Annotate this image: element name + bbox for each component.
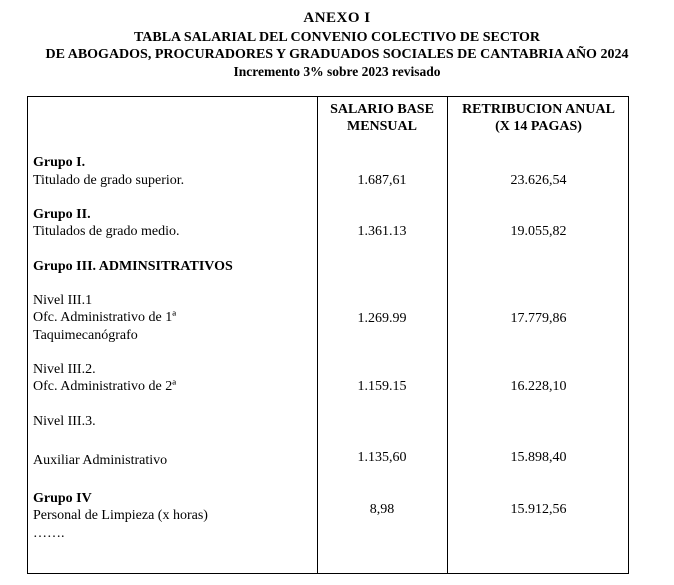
group-1-salario: 1.687,61 <box>357 173 407 188</box>
annex-title: ANEXO I <box>303 10 371 26</box>
level-3-1-desc1: Ofc. Administrativo de 1ª <box>33 310 177 325</box>
column-header-retribucion-line2: (X 14 PAGAS) <box>495 119 582 134</box>
column-header-salario <box>317 101 447 135</box>
document-title-line1: TABLA SALARIAL DEL CONVENIO COLECTIVO DE SECTOR <box>133 30 541 45</box>
group-2-salario: 1.361.13 <box>357 224 407 239</box>
level-3-1-anual: 17.779,86 <box>510 311 567 326</box>
group-2-desc: Titulados de grado medio. <box>33 224 180 239</box>
column-header-salario-line2: MENSUAL <box>346 119 417 134</box>
level-3-2-anual: 16.228,10 <box>510 379 567 394</box>
group-3-title: Grupo III. ADMINSITRATIVOS <box>33 259 233 274</box>
group-2-title: Grupo II. <box>33 207 91 222</box>
level-3-1-desc2: Taquimecanógrafo <box>33 328 138 343</box>
salary-table <box>27 96 629 574</box>
auxiliar-salario: 1.135,60 <box>357 450 407 465</box>
level-3-2-title: Nivel III.2. <box>33 362 96 377</box>
auxiliar-desc: Auxiliar Administrativo <box>33 453 168 468</box>
column-header-retribucion <box>447 101 630 135</box>
group-4-desc: Personal de Limpieza (x horas) <box>33 508 208 523</box>
ellipsis-text: ……. <box>33 526 65 541</box>
group-1-title: Grupo I. <box>33 155 86 170</box>
level-3-1-title: Nivel III.1 <box>33 293 93 308</box>
column-header-salario-line1: SALARIO BASE <box>330 102 434 117</box>
column-header-retribucion-line1: RETRIBUCION ANUAL <box>462 102 615 117</box>
group-4-title: Grupo IV <box>33 491 92 506</box>
group-4-salario: 8,98 <box>369 502 395 517</box>
level-3-2-desc: Ofc. Administrativo de 2ª <box>33 379 177 394</box>
group-2-anual: 19.055,82 <box>510 224 567 239</box>
group-4-anual: 15.912,56 <box>510 502 567 517</box>
level-3-1-salario: 1.269.99 <box>357 311 407 326</box>
document-subtitle: Incremento 3% sobre 2023 revisado <box>233 64 441 79</box>
group-1-anual: 23.626,54 <box>510 173 567 188</box>
level-3-2-salario: 1.159.15 <box>357 379 407 394</box>
auxiliar-anual: 15.898,40 <box>510 450 567 465</box>
level-3-3-title: Nivel III.3. <box>33 414 96 429</box>
group-1-desc: Titulado de grado superior. <box>33 173 185 188</box>
document-title-line2: DE ABOGADOS, PROCURADORES Y GRADUADOS SOCIALES DE CANTABRIA AÑO 2024 <box>45 47 629 62</box>
